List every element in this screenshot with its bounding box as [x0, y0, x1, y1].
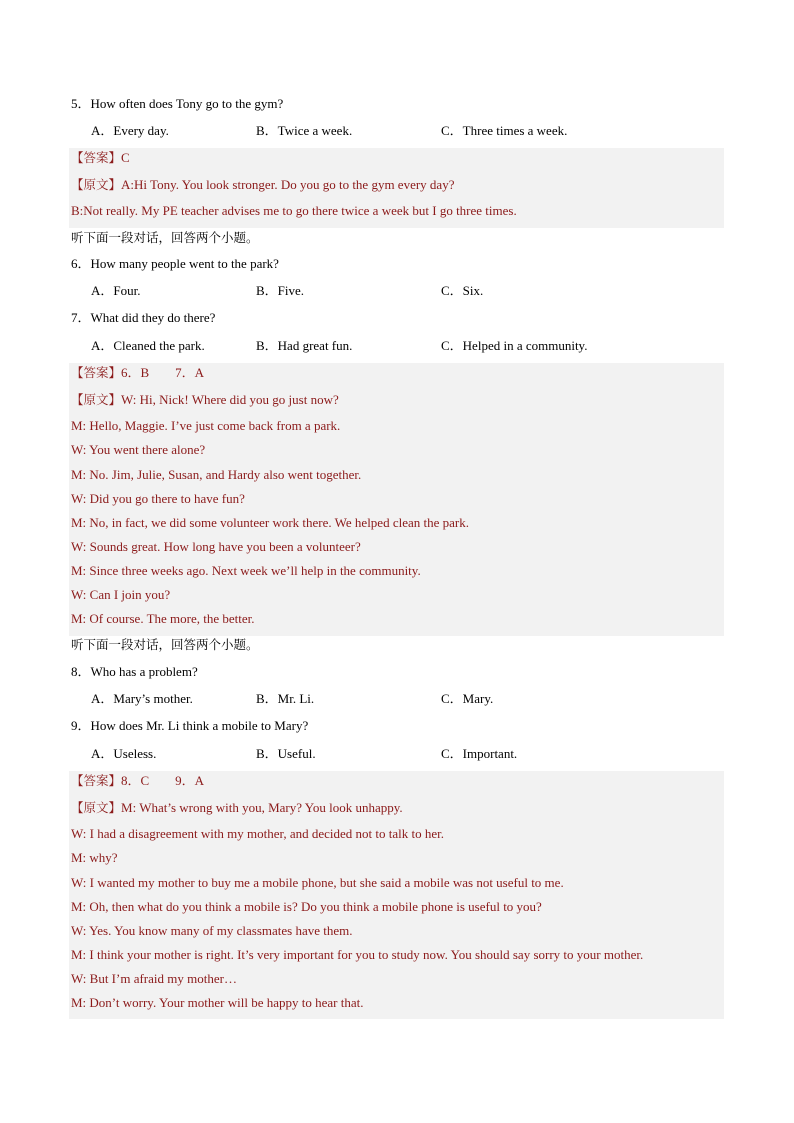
transcript-3-line-2: W: I had a disagreement with my mother, and decided not to talk to her. — [71, 826, 445, 841]
question-5-option-a: A．Every day. — [91, 123, 169, 138]
transcript-3-line-4: W: I wanted my mother to buy me a mobile phone, but she said a mobile was not useful to me. — [71, 875, 564, 890]
transcript-3-line-8: W: But I’m afraid my mother… — [71, 971, 237, 986]
question-6-stem: 6．How many people went to the park? — [71, 256, 279, 271]
answer-2 — [71, 364, 204, 382]
answer-tag: 【答案】 — [71, 773, 122, 788]
transcript-1-line-2: B:Not really. My PE teacher advises me to go there twice a week but I go three times. — [71, 203, 517, 218]
question-6-option-a: A．Four. — [91, 283, 141, 298]
transcript-1-line-1: 【原文】A:Hi Tony. You look stronger. Do you go to the gym every day? — [71, 177, 455, 192]
question-8-stem: 8．Who has a problem? — [71, 664, 198, 679]
question-5-option-b: B．Twice a week. — [256, 123, 353, 138]
transcript-2-line-3: W: You went there alone? — [71, 442, 206, 457]
question-9-option-a: A．Useless. — [91, 746, 157, 761]
answer-tag: 【答案】 — [71, 365, 122, 380]
section-instruction-1: 听下面一段对话，回答两个小题。 — [71, 230, 259, 245]
question-9-stem: 9．How does Mr. Li think a mobile to Mary? — [71, 718, 309, 733]
transcript-tag: 【原文】 — [71, 177, 122, 192]
transcript-2-line-8: M: Since three weeks ago. Next week we’ll help in the community. — [71, 563, 421, 578]
question-9-option-b: B．Useful. — [256, 746, 316, 761]
transcript-2-line-1: 【原文】W: Hi, Nick! Where did you go just now? — [71, 392, 339, 407]
question-8-option-b: B．Mr. Li. — [256, 691, 315, 706]
answer-text: 8．C 9．A — [121, 773, 205, 788]
question-5-stem: 5．How often does Tony go to the gym? — [71, 96, 284, 111]
answer-text: C — [121, 150, 130, 165]
section-instruction-2: 听下面一段对话，回答两个小题。 — [71, 637, 259, 652]
question-7-option-b: B．Had great fun. — [256, 338, 353, 353]
transcript-3-line-9: M: Don’t worry. Your mother will be happy to hear that. — [71, 995, 364, 1010]
transcript-2-line-10: M: Of course. The more, the better. — [71, 611, 255, 626]
answer-tag: 【答案】 — [71, 150, 122, 165]
transcript-2-line-9: W: Can I join you? — [71, 587, 171, 602]
transcript-3-line-7: M: I think your mother is right. It’s very important for you to study now. You should say sorry to your mother. — [71, 947, 644, 962]
question-7-option-c: C．Helped in a community. — [441, 338, 588, 353]
transcript-2-line-7: W: Sounds great. How long have you been a volunteer? — [71, 539, 361, 554]
answer-1 — [71, 149, 130, 167]
transcript-2-line-6: M: No, in fact, we did some volunteer work there. We helped clean the park. — [71, 515, 469, 530]
question-8-option-c: C．Mary. — [441, 691, 494, 706]
transcript-2-line-5: W: Did you go there to have fun? — [71, 491, 245, 506]
transcript-3-line-3: M: why? — [71, 850, 118, 865]
transcript-3-line-1: 【原文】M: What’s wrong with you, Mary? You look unhappy. — [71, 800, 403, 815]
answer-text: 6．B 7．A — [121, 365, 205, 380]
transcript-2-line-2: M: Hello, Maggie. I’ve just come back from a park. — [71, 418, 341, 433]
question-6-option-c: C．Six. — [441, 283, 484, 298]
transcript-tag: 【原文】 — [71, 392, 122, 407]
question-9-option-c: C．Important. — [441, 746, 518, 761]
transcript-2-line-4: M: No. Jim, Julie, Susan, and Hardy also went together. — [71, 467, 362, 482]
question-6-option-b: B．Five. — [256, 283, 305, 298]
question-7-stem: 7．What did they do there? — [71, 310, 216, 325]
transcript-3-line-6: W: Yes. You know many of my classmates have them. — [71, 923, 353, 938]
answer-3 — [71, 772, 204, 790]
transcript-tag: 【原文】 — [71, 800, 122, 815]
question-7-option-a: A．Cleaned the park. — [91, 338, 205, 353]
transcript-3-line-5: M: Oh, then what do you think a mobile is? Do you think a mobile phone is useful to you? — [71, 899, 542, 914]
question-5-option-c: C．Three times a week. — [441, 123, 568, 138]
question-8-option-a: A．Mary’s mother. — [91, 691, 193, 706]
